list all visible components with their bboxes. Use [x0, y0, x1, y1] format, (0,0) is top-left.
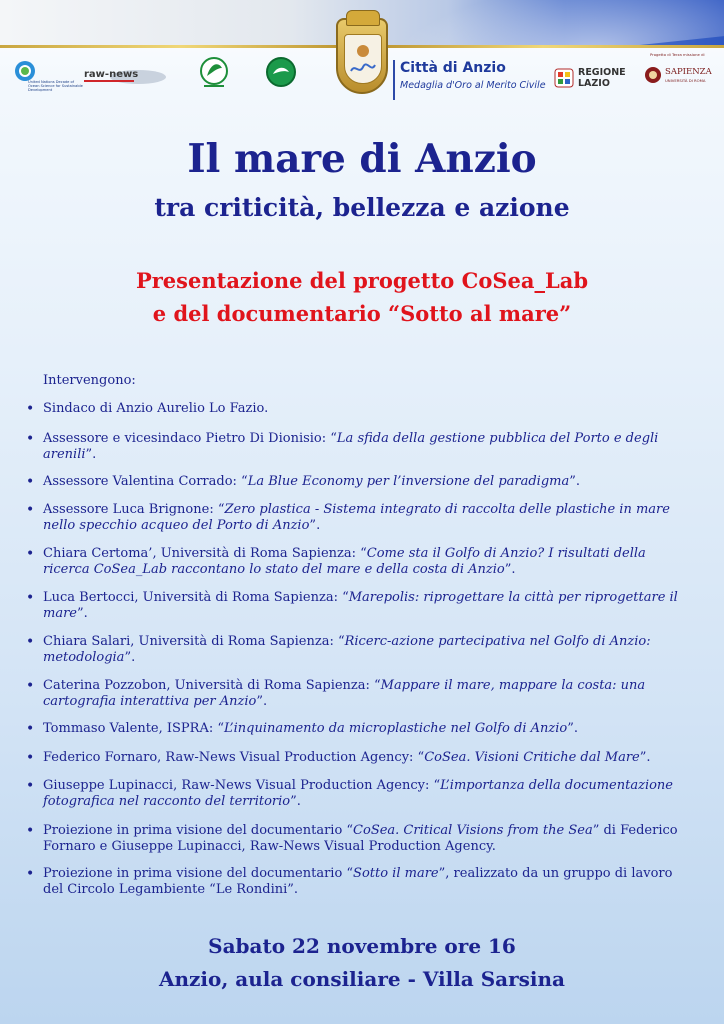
- item-text: Sindaco di Anzio Aurelio Lo Fazio.: [43, 401, 269, 416]
- anzio-separator: [393, 60, 395, 100]
- bullet-icon: •: [26, 866, 35, 882]
- anzio-crest-icon: [336, 18, 388, 94]
- item-text: Tommaso Valente, ISPRA: “: [43, 721, 224, 736]
- item-text: ” di Federico: [592, 823, 678, 838]
- list-item: [26, 431, 691, 463]
- bullet-icon: •: [26, 778, 35, 794]
- bullet-icon: •: [26, 590, 35, 606]
- item-italic-text: cartografia interattiva per Anzio: [43, 694, 257, 709]
- item-italic-text: CoSea. Visioni Critiche dal Mare: [424, 750, 640, 765]
- item-text: Assessore Luca Brignone: “: [43, 502, 225, 517]
- regione-line1: REGIONE: [578, 67, 626, 78]
- anzio-city-title: Città di Anzio: [400, 60, 506, 76]
- item-italic-text: La sfida della gestione pubblica del Porto e degli: [336, 431, 659, 446]
- sapienza-name: SAPIENZA: [665, 67, 712, 77]
- item-text: ”.: [256, 694, 268, 709]
- un-ocean-text: United Nations Decade of Ocean Science for Sustainable Development: [28, 80, 83, 92]
- item-text: ”.: [85, 447, 97, 462]
- item-text: Proiezione in prima visione del documentario “: [43, 823, 354, 838]
- list-item: [26, 502, 691, 534]
- bullet-icon: •: [26, 401, 35, 417]
- item-text: ”.: [567, 721, 578, 736]
- sapienza-sub: UNIVERSITÀ DI ROMA: [665, 78, 706, 83]
- list-item: [26, 750, 691, 766]
- item-italic-text: Zero plastica - Sistema integrato di raccolta delle plastiche in mare: [224, 502, 670, 517]
- item-italic-text: Mappare il mare, mappare la costa: una: [380, 678, 646, 693]
- item-italic-text: Sotto il mare: [353, 866, 439, 881]
- regione-line2: LAZIO: [578, 78, 610, 89]
- item-text: Chiara Certoma’, Università di Roma Sapienza: “: [43, 546, 367, 561]
- bullet-icon: •: [26, 823, 35, 839]
- item-text: ”, realizzato da un gruppo di lavoro: [438, 866, 673, 881]
- item-text: ”.: [290, 794, 301, 809]
- list-item: [26, 866, 691, 898]
- regione-lazio-logo: [554, 66, 634, 92]
- item-italic-text: mare: [43, 606, 77, 621]
- bullet-icon: •: [26, 721, 35, 737]
- un-ocean-decade-logo: [14, 60, 83, 94]
- list-item: [26, 678, 691, 710]
- bullet-icon: •: [26, 474, 35, 490]
- item-text: Caterina Pozzobon, Università di Roma Sapienza: “: [43, 678, 381, 693]
- anzio-city-subtitle: Medaglia d'Oro al Merito Civile: [400, 80, 546, 91]
- item-italic-text: Marepolis: riprogettare la città per riprogettare il: [348, 590, 678, 605]
- item-italic-text: nello specchio acqueo del Porto di Anzio: [43, 518, 310, 533]
- item-italic-text: Ricerc-azione partecipativa nel Golfo di Anzio:: [344, 634, 651, 649]
- main-title: Il mare di Anzio: [187, 136, 537, 182]
- circolo-logo: [265, 56, 297, 88]
- item-text: ”.: [309, 518, 321, 533]
- crown-icon: [346, 10, 380, 26]
- item-text: Assessore e vicesindaco Pietro Di Dionisio: “: [43, 431, 337, 446]
- item-italic-text: fotografica nel racconto del territorio: [43, 794, 291, 809]
- bullet-icon: •: [26, 546, 35, 562]
- rawnews-logo: [82, 68, 168, 88]
- event-venue: Anzio, aula consiliare - Villa Sarsina: [158, 967, 566, 991]
- list-item: [26, 721, 691, 737]
- list-item: [26, 634, 691, 666]
- item-text: Luca Bertocci, Università di Roma Sapienza: “: [43, 590, 349, 605]
- item-text: ”.: [569, 474, 581, 489]
- list-item: [26, 474, 691, 490]
- item-italic-text: L’importanza della documentazione: [440, 778, 673, 793]
- item-text: ”.: [639, 750, 651, 765]
- item-text: Fornaro e Giuseppe Lupinacci, Raw-News Visual Production Agency.: [43, 839, 496, 854]
- presentation-line-2: e del documentario “Sotto al mare”: [152, 301, 572, 326]
- bullet-icon: •: [26, 431, 35, 447]
- item-italic-text: La Blue Economy per l’inversione del paradigma: [247, 474, 570, 489]
- item-text: Giuseppe Lupinacci, Raw-News Visual Production Agency: “: [43, 778, 441, 793]
- item-text: Chiara Salari, Università di Roma Sapienza: “: [43, 634, 345, 649]
- item-text: Proiezione in prima visione del documentario “: [43, 866, 354, 881]
- list-item: [26, 546, 691, 578]
- item-text: ”.: [504, 562, 516, 577]
- list-item: [26, 778, 691, 810]
- sapienza-logo: [644, 52, 724, 92]
- crest-shield: [344, 34, 382, 84]
- presentation-line-1: Presentazione del progetto CoSea_Lab: [135, 268, 589, 293]
- item-italic-text: metodologia: [43, 650, 125, 665]
- speakers-heading: Intervengono:: [43, 373, 136, 388]
- item-italic-text: CoSea. Critical Visions from the Sea: [353, 823, 593, 838]
- item-text: ”.: [77, 606, 88, 621]
- rawnews-text: raw-news: [84, 69, 139, 80]
- item-text: ”.: [124, 650, 136, 665]
- event-date: Sabato 22 novembre ore 16: [208, 934, 516, 958]
- list-item: [26, 401, 691, 417]
- item-text: Assessore Valentina Corrado: “: [43, 474, 248, 489]
- item-italic-text: L’inquinamento da microplastiche nel Golfo di Anzio: [224, 721, 568, 736]
- list-item: [26, 823, 691, 855]
- item-text: del Circolo Legambiente “Le Rondini”.: [43, 882, 299, 897]
- bullet-icon: •: [26, 502, 35, 518]
- item-italic-text: arenili: [43, 447, 86, 462]
- bullet-icon: •: [26, 634, 35, 650]
- bullet-icon: •: [26, 678, 35, 694]
- bullet-icon: •: [26, 750, 35, 766]
- item-text: Federico Fornaro, Raw-News Visual Production Agency: “: [43, 750, 425, 765]
- sapienza-note: Progetto di Terza missione di: [650, 52, 705, 57]
- item-italic-text: Come sta il Golfo di Anzio? I risultati della: [366, 546, 646, 561]
- list-item: [26, 590, 691, 622]
- item-italic-text: ricerca CoSea_Lab raccontano lo stato del mare e della costa di Anzio: [43, 562, 505, 577]
- main-subtitle: tra criticità, bellezza e azione: [154, 193, 570, 222]
- legambiente-logo: [197, 56, 231, 90]
